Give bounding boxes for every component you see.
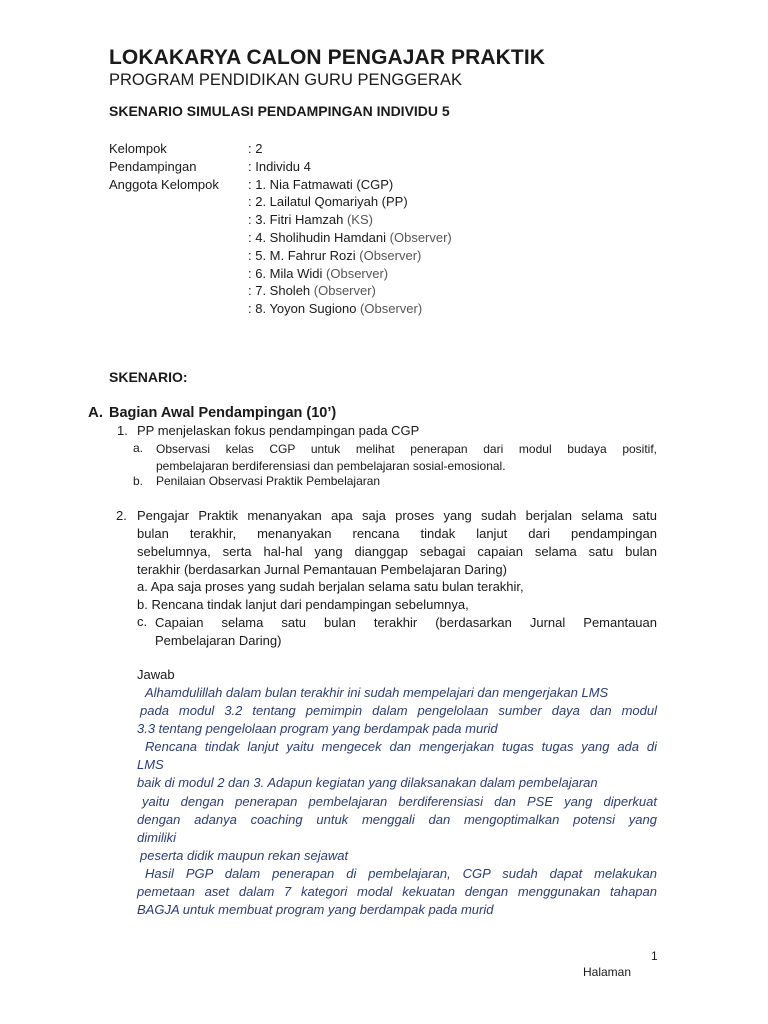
meta-value: : 2 [248,141,263,156]
subitem-text: Penilaian Observasi Praktik Pembelajaran [156,474,381,488]
subitem-letter: c. [137,614,148,629]
member-item: : 7. Sholeh (Observer) [248,283,376,299]
scenario-title: SKENARIO SIMULASI PENDAMPINGAN INDIVIDU 5 [109,103,450,119]
answer-label: Jawab [137,667,175,682]
item-number: 1. [117,423,128,438]
meta-row-member [109,300,452,318]
meta-row-kelompok [109,140,452,158]
member-item: : 2. Lailatul Qomariyah (PP) [248,194,408,210]
meta-row-member [109,265,452,283]
meta-row-member [109,282,452,300]
member-item: : 4. Sholihudin Hamdani (Observer) [248,229,452,245]
subitem-text: Capaian selama satu bulan terakhir (berdasarkan Jurnal Pemantauan Pembelajaran Daring) [155,615,657,648]
meta-row-member [109,229,452,247]
meta-row-member [109,247,452,265]
page-label: Halaman [583,965,632,979]
meta-label: Pendampingan [109,158,197,174]
member-item: : 3. Fitri Hamzah (KS) [248,212,373,228]
section-letter: A. [88,404,103,421]
meta-label: Anggota Kelompok [109,176,219,192]
meta-row-anggota [109,176,452,194]
group-info [109,140,452,318]
member-item: : 1. Nia Fatmawati (CGP) [248,176,394,192]
document-title: LOKAKARYA CALON PENGAJAR PRAKTIK [109,46,546,69]
section-title: Bagian Awal Pendampingan (10’) [109,405,337,421]
skenario-heading: SKENARIO: [109,369,188,385]
subitem-letter: a. [133,441,144,455]
subitem-text: a. Apa saja proses yang sudah berjalan selama satu bulan terakhir, [137,579,524,594]
subitem-text: Observasi kelas CGP untuk melihat penerapan dari modul budaya positif, pembelajaran berdiferensiasi dan pembelajaran sosial-emosional. [156,442,657,473]
document-subtitle: PROGRAM PENDIDIKAN GURU PENGGERAK [109,71,462,89]
item-text: Pengajar Praktik menanyakan apa saja proses yang sudah berjalan selama satu bulan terakhir, menanyakan rencana tindak lanjut dari pendampingan sebelumnya, serta hal-hal yang dianggap sebagai capaian selama satu bulan terakhir (berdasarkan Jurnal Pemantauan Pembelajaran Daring) [137,508,657,577]
subitem-text: b. Rencana tindak lanjut dari pendampingan sebelumnya, [137,597,469,612]
member-item: : 6. Mila Widi (Observer) [248,265,389,281]
member-item: : 8. Yoyon Sugiono (Observer) [248,301,423,317]
subitem-letter: b. [133,474,144,488]
meta-value: : Individu 4 [248,158,311,174]
item-number: 2. [116,508,127,523]
meta-row-pendampingan [109,158,452,176]
meta-row-member [109,193,452,211]
page-number: 1 [651,949,658,963]
answer-text: Alhamdulillah dalam bulan terakhir ini sudah mempelajari dan mengerjakan LMS pada modul 3.2 tentang pemimpin dalam pengelolaan sumber daya dan modul 3.3 tentang pengelolaan program yang berdampak pada murid Rencana tindak lanjut yaitu mengecek dan mengerjakan tugas tugas yang ada di LMS baik di modul 2 dan 3. Adapun kegiatan yang dilaksanakan dalam pembelajaran yaitu dengan penerapan pembelajaran berdiferensiasi dan PSE yang diperkuat dengan adanya coaching untuk menggali dan mengoptimalkan potensi yang dimiliki peserta didik maupun rekan sejawat Hasil PGP dalam penerapan di pembelajaran, CGP sudah dapat melakukan pemetaan aset dalam 7 kategori modal kekuatan dengan menggunakan tahapan BAGJA untuk membuat program yang berdampak pada murid [137,685,657,918]
member-item: : 5. M. Fahrur Rozi (Observer) [248,247,422,263]
item-text: PP menjelaskan fokus pendampingan pada CGP [137,423,420,438]
meta-label: Kelompok [109,141,167,156]
meta-row-member [109,211,452,229]
